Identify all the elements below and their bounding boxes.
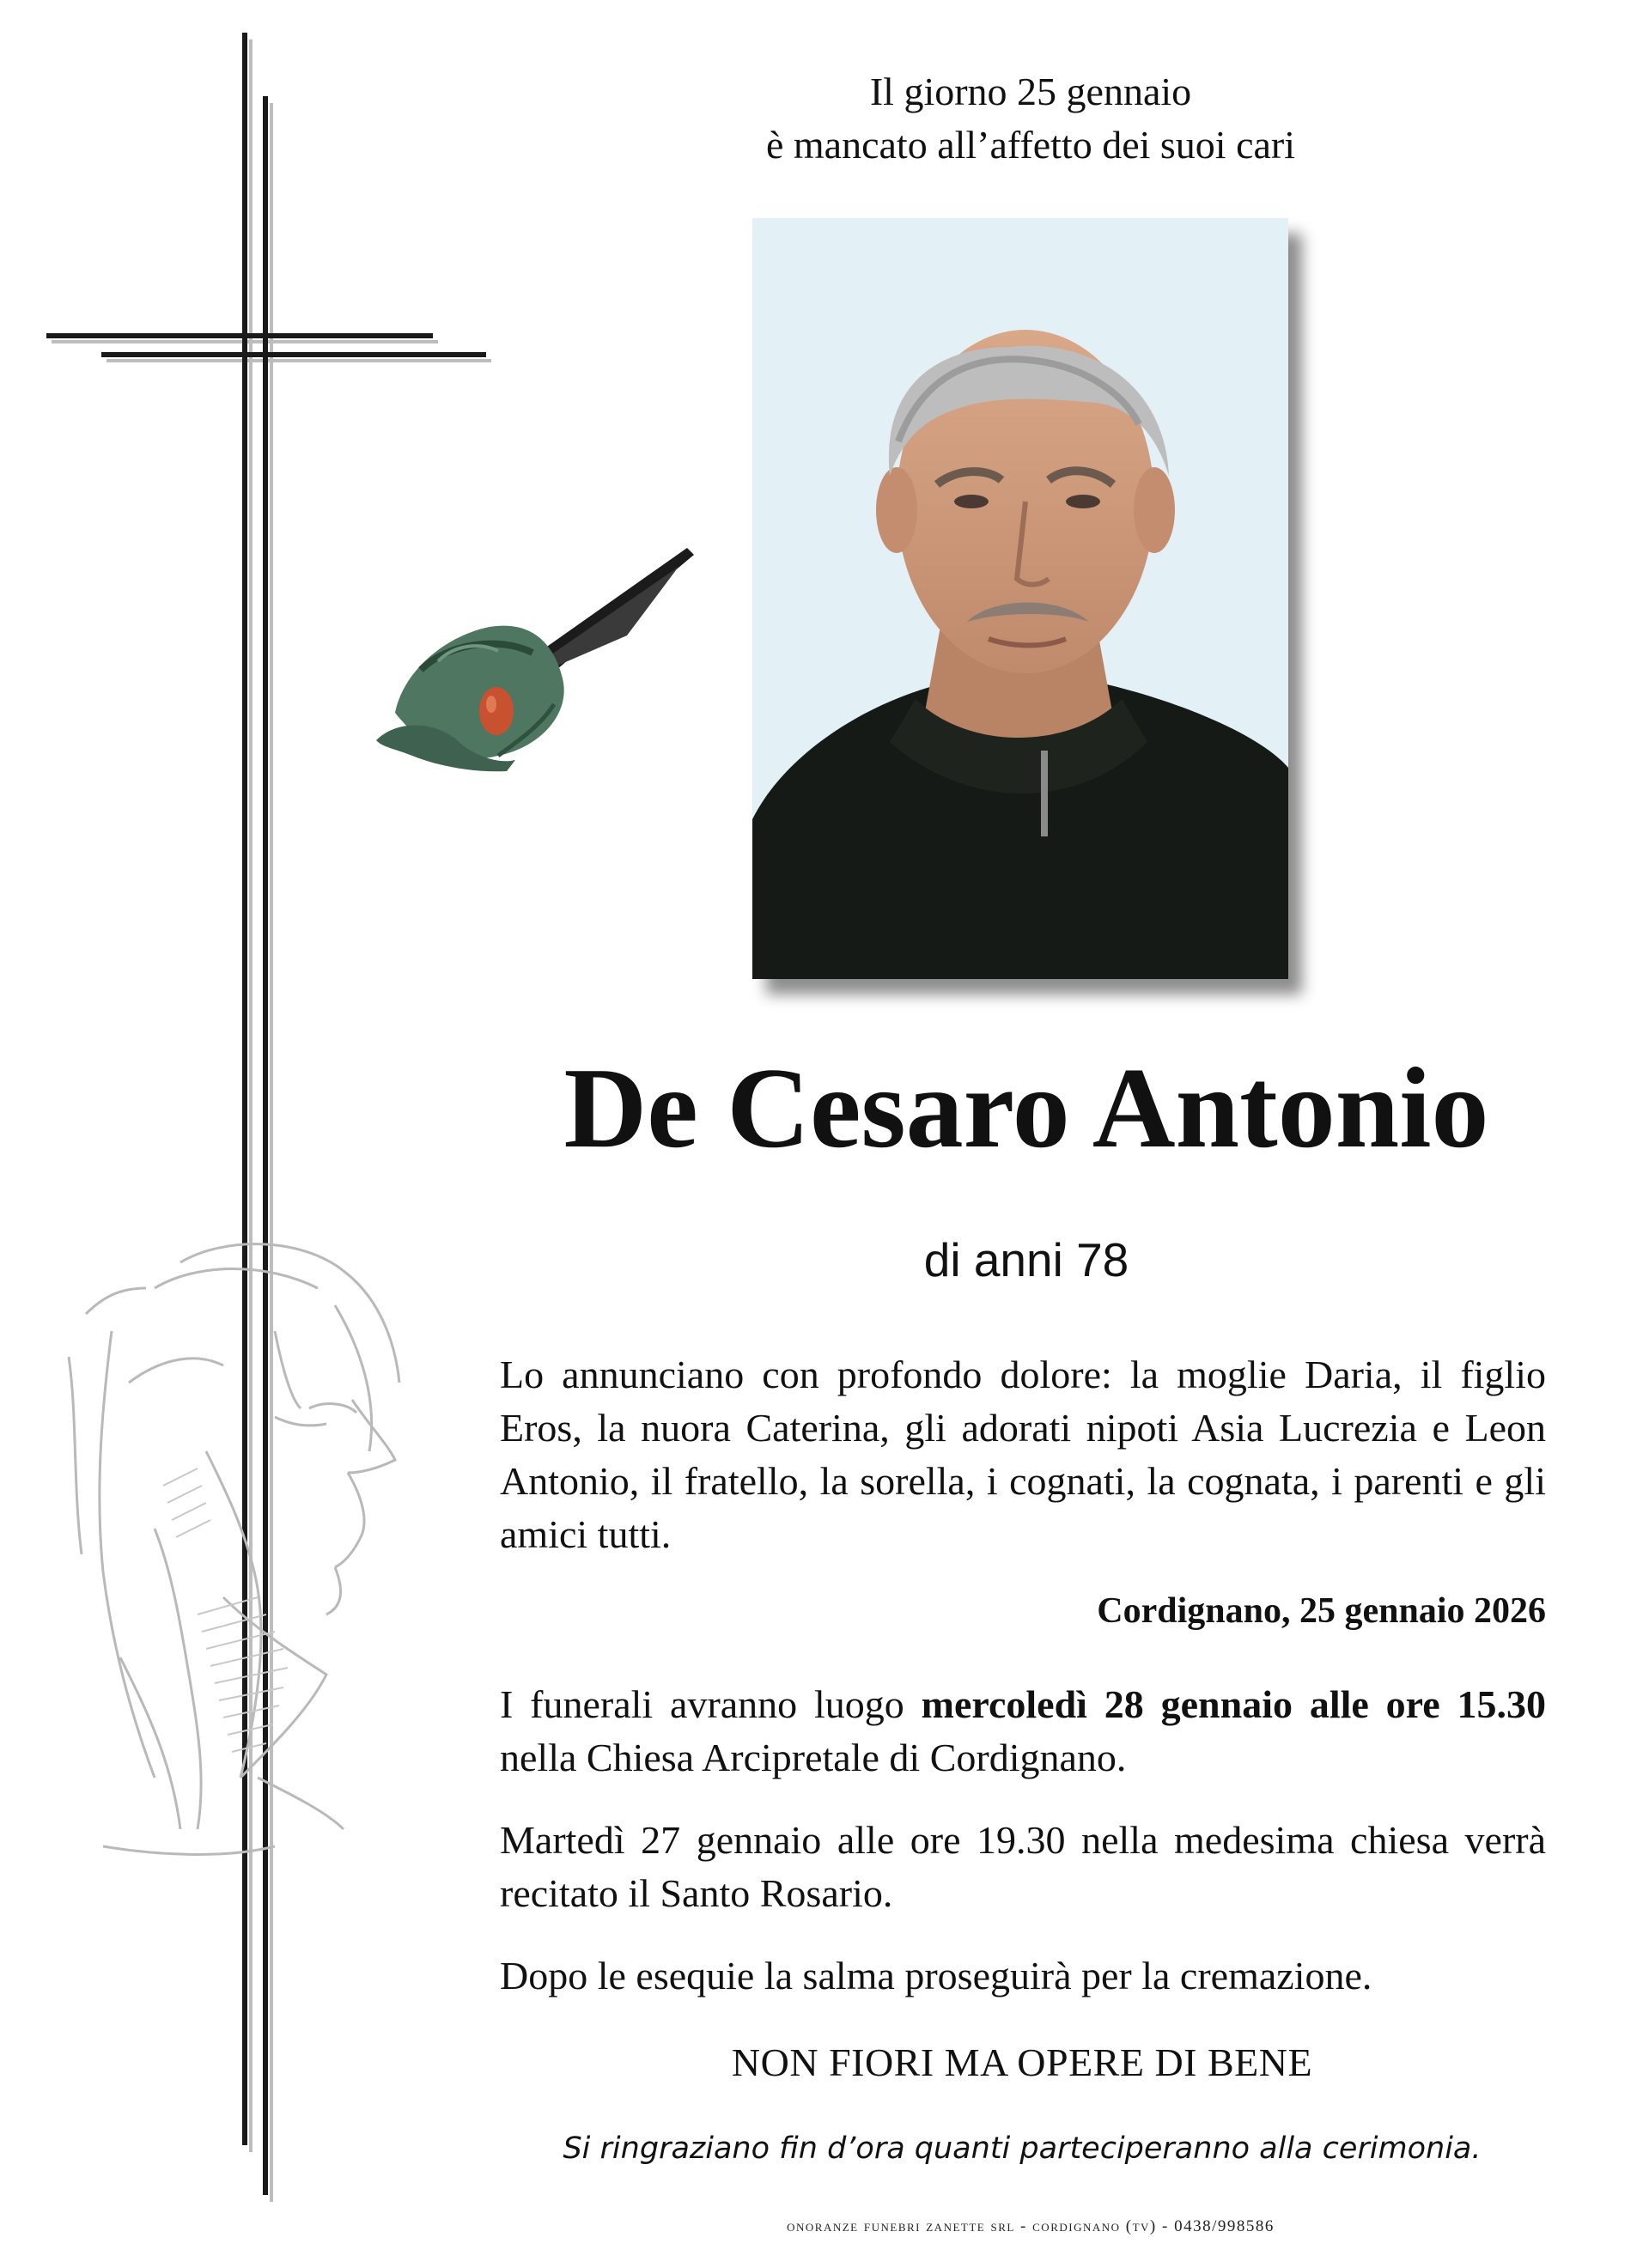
alpine-hat-icon bbox=[369, 541, 696, 799]
thanks-note: Si ringraziano fin d’ora quanti parteciperanno alla cerimonia. bbox=[563, 2131, 1482, 2166]
cross-horizontal-bar bbox=[101, 352, 486, 357]
family-notice: Lo annunciano con profondo dolore: la moglie Daria, il figlio Eros, la nuora Caterina, gli adorati nipoti Asia Lucrezia e Leon Antonio, il fratello, la sorella, i cognati, la cognata, i parenti e gli amici tutti. bbox=[500, 1353, 1546, 1556]
portrait-photo bbox=[752, 218, 1288, 979]
cremation-info: Dopo le esequie la salma proseguirà per la cremazione. bbox=[500, 1954, 1372, 1997]
announcement bbox=[601, 65, 1460, 172]
christ-face-sketch bbox=[52, 1228, 447, 1898]
funeral-text-before: I funerali avranno luogo bbox=[500, 1682, 922, 1726]
funeral-text-after: nella Chiesa Arcipretale di Cordignano. bbox=[500, 1736, 1127, 1779]
announcement-line-1: Il giorno 25 gennaio bbox=[869, 70, 1192, 113]
cross-shadow bbox=[106, 359, 491, 362]
deceased-age: di anni 78 bbox=[923, 1233, 1129, 1286]
funeral-info bbox=[500, 1678, 1546, 1785]
funeral-date-time: mercoledì 28 gennaio alle ore 15.30 bbox=[921, 1682, 1546, 1726]
rosary-info: Martedì 27 gennaio alle ore 19.30 nella medesima chiesa verrà recitato il Santo Rosario. bbox=[500, 1818, 1546, 1915]
deceased-name: De Cesaro Antonio bbox=[563, 1044, 1489, 1171]
funeral-home-footer: onoranze funebri zanette srl - cordignano (tv) - 0438/998586 bbox=[787, 2217, 1275, 2235]
announcement-line-2: è mancato all’affetto dei suoi cari bbox=[765, 123, 1296, 167]
cross-horizontal-bar bbox=[46, 333, 433, 338]
place-and-date: Cordignano, 25 gennaio 2026 bbox=[1097, 1591, 1546, 1631]
flowers-note: NON FIORI MA OPERE DI BENE bbox=[731, 2040, 1313, 2084]
